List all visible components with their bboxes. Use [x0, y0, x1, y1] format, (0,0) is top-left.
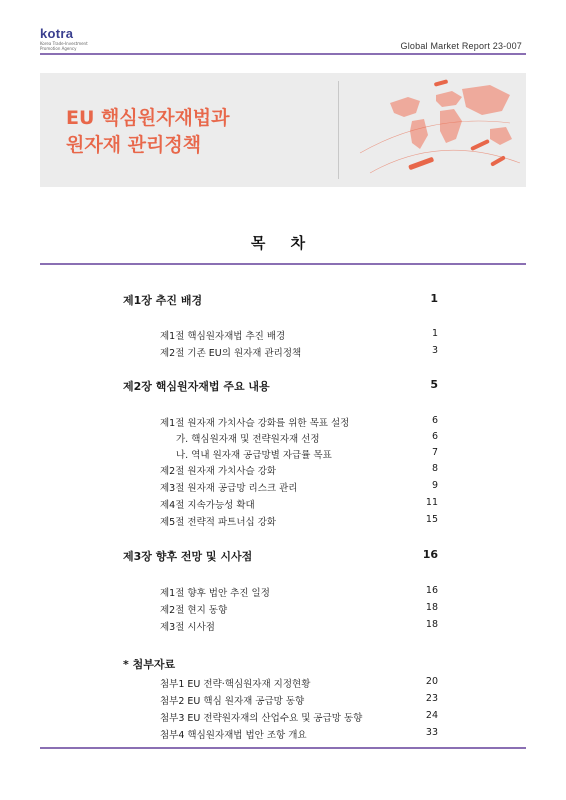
toc-entry[interactable]: [0, 328, 566, 344]
toc-top-rule: [40, 263, 526, 265]
toc-page: 6: [431, 415, 438, 426]
toc-entry[interactable]: [0, 480, 566, 496]
toc-entry[interactable]: [0, 497, 566, 513]
toc-appendix-entry[interactable]: [0, 693, 566, 709]
toc-page: 9: [431, 480, 438, 491]
toc-entry[interactable]: [0, 619, 566, 635]
toc-page: 5: [430, 378, 438, 391]
toc-page: 7: [431, 447, 438, 458]
toc-subentry[interactable]: [0, 447, 566, 463]
appendix-heading: * 첨부자료: [123, 658, 176, 671]
title-banner: [40, 73, 526, 187]
page-header: [0, 0, 566, 60]
toc-label: 제4절 지속가능성 확대: [160, 500, 255, 511]
toc-label: 제3절 시사점: [160, 622, 215, 633]
logo-subtitle-1: Korea Trade-Investment: [40, 41, 88, 46]
toc-page: 23: [425, 693, 438, 704]
toc-label: 가. 핵심원자재 및 전략원자재 선정: [176, 434, 320, 445]
toc-page: 18: [425, 602, 438, 613]
toc-label: 제1절 향후 법안 추진 일정: [160, 588, 270, 599]
toc-bottom-rule: [40, 747, 526, 749]
toc-label: 제2절 원자재 가치사슬 강화: [160, 466, 277, 477]
toc-appendix-entry[interactable]: [0, 676, 566, 692]
toc-page: 6: [431, 431, 438, 442]
toc-label: 첨부4 핵심원자재법 법안 조항 개요: [160, 730, 307, 741]
toc-page: 3: [431, 345, 438, 356]
toc-label: 제1절 핵심원자재법 추진 배경: [160, 331, 286, 342]
toc-page: 8: [431, 463, 438, 474]
report-title-line2: 원자재 관리정책: [66, 134, 202, 156]
report-title-line1: EU 핵심원자재법과: [66, 107, 230, 129]
toc-label: 첨부2 EU 핵심 원자재 공급망 동향: [160, 696, 305, 707]
toc-label: 나. 역내 원자재 공급망별 자급률 목표: [176, 450, 332, 461]
toc-label: 첨부3 EU 전략원자재의 산업수요 및 공급망 동향: [160, 713, 363, 724]
header-divider: [40, 53, 526, 55]
toc-label: 제1절 원자재 가치사슬 강화를 위한 목표 설정: [160, 418, 350, 429]
toc-label: 제2절 기존 EU의 원자재 관리정책: [160, 348, 302, 359]
toc-label: 제3장 향후 전망 및 시사점: [123, 550, 253, 563]
toc-subentry[interactable]: [0, 431, 566, 447]
toc-label: 제2장 핵심원자재법 주요 내용: [123, 380, 270, 393]
toc-entry[interactable]: [0, 463, 566, 479]
toc-label: 제2절 현지 동향: [160, 605, 228, 616]
toc-heading: 목 차: [250, 234, 316, 252]
toc-entry[interactable]: [0, 514, 566, 530]
toc-page: 33: [425, 727, 438, 738]
toc-page: 24: [425, 710, 438, 721]
toc-entry[interactable]: [0, 415, 566, 431]
toc-page: 16: [425, 585, 438, 596]
toc-entry[interactable]: [0, 602, 566, 618]
toc-entry[interactable]: [0, 345, 566, 361]
toc-appendix-entry[interactable]: [0, 710, 566, 726]
toc-chapter-3[interactable]: [0, 548, 566, 564]
toc-chapter-1[interactable]: [0, 292, 566, 308]
banner-divider: [338, 81, 339, 179]
toc-chapter-2[interactable]: [0, 378, 566, 394]
toc-page: 1: [431, 328, 438, 339]
toc-entry[interactable]: [0, 585, 566, 601]
report-id: Global Market Report 23-007: [400, 41, 522, 51]
toc-label: 제1장 추진 배경: [123, 294, 203, 307]
kotra-logo: [40, 26, 100, 51]
logo-subtitle-2: Promotion Agency: [40, 46, 77, 51]
report-title: [66, 105, 230, 159]
toc-page: 1: [430, 292, 438, 305]
toc-page: 16: [422, 548, 438, 561]
toc-page: 18: [425, 619, 438, 630]
toc-label: 제5절 전략적 파트너십 강화: [160, 517, 277, 528]
toc-page: 15: [425, 514, 438, 525]
toc-page: 20: [425, 676, 438, 687]
toc-label: 제3절 원자재 공급망 리스크 관리: [160, 483, 298, 494]
toc-page: 11: [425, 497, 438, 508]
toc-appendix-entry[interactable]: [0, 727, 566, 743]
logo-wordmark: kotra: [40, 26, 74, 41]
world-map-illustration: [350, 73, 526, 187]
toc-label: 첨부1 EU 전략·핵심원자재 지정현황: [160, 679, 311, 690]
